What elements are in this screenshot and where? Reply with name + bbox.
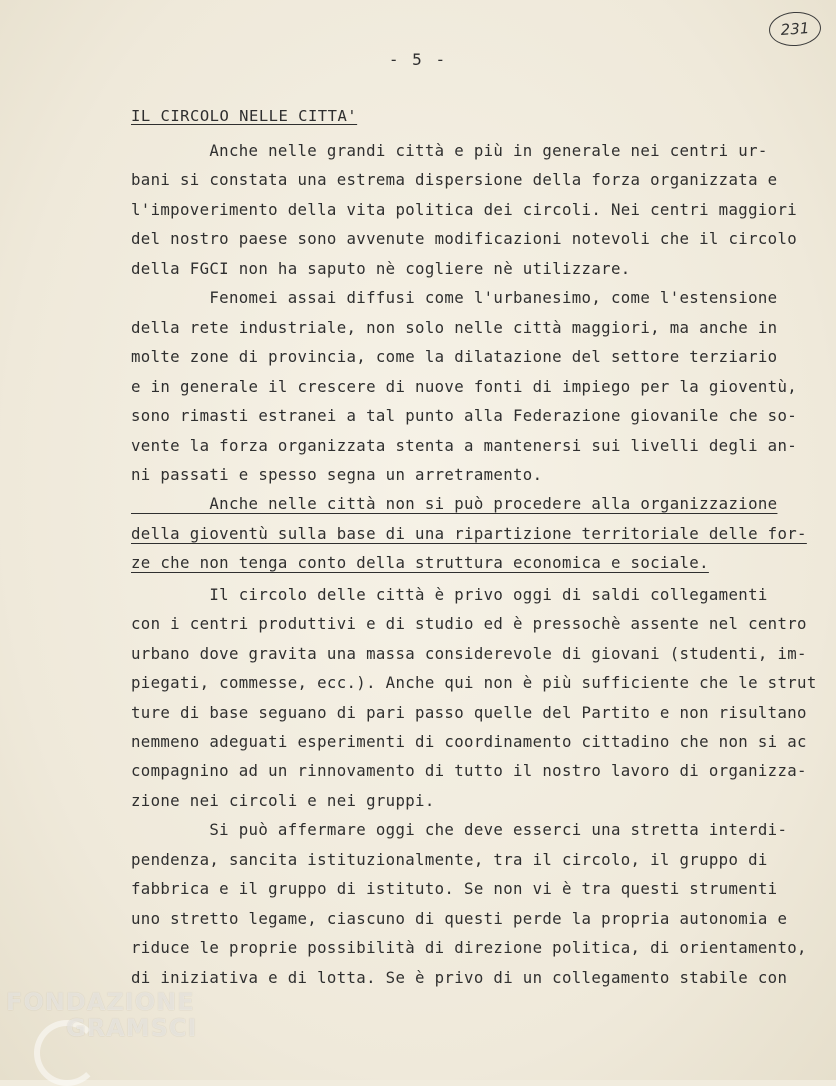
- section-heading: IL CIRCOLO NELLE CITTA': [131, 107, 358, 125]
- text-line: sono rimasti estranei a tal punto alla Federazione giovanile che so-: [131, 406, 798, 426]
- text-line: urbano dove gravita una massa considerevole di giovani (studenti, im-: [131, 643, 807, 663]
- text-line: con i centri produttivi e di studio ed è pressochè assente nel centro: [131, 614, 807, 634]
- text-line: Fenomei assai diffusi come l'urbanesimo, come l'estensione: [131, 288, 778, 308]
- page-number: - 5 -: [388, 50, 448, 69]
- text-line: ture di base seguano di pari passo quelle del Partito e non risultano: [131, 702, 807, 722]
- watermark: [6, 988, 197, 1042]
- text-line: uno stretto legame, ciascuno di questi perde la propria autonomia e: [131, 908, 788, 928]
- text-line: Il circolo delle città è privo oggi di saldi collegamenti: [131, 584, 768, 604]
- text-line: ze che non tenga conto della struttura economica e sociale.: [131, 553, 709, 573]
- text-line: della rete industriale, non solo nelle città maggiori, ma anche in: [131, 317, 778, 337]
- text-line: della FGCI non ha saputo nè cogliere nè utilizzare.: [131, 258, 631, 278]
- text-line: Anche nelle città non si può procedere alla organizzazione: [131, 494, 778, 514]
- text-line: compagnino ad un rinnovamento di tutto il nostro lavoro di organizza-: [131, 761, 807, 781]
- text-line: pendenza, sancita istituzionalmente, tra il circolo, il gruppo di: [131, 849, 768, 869]
- text-line: del nostro paese sono avvenute modificazioni notevoli che il circolo: [131, 229, 798, 249]
- text-line: molte zone di provincia, come la dilatazione del settore terziario: [131, 347, 778, 367]
- text-line: piegati, commesse, ecc.). Anche qui non è più sufficiente che le strut: [131, 673, 817, 693]
- text-line: della gioventù sulla base di una ripartizione territoriale delle for-: [131, 523, 807, 543]
- text-line: fabbrica e il gruppo di istituto. Se non vi è tra questi strumenti: [131, 879, 778, 899]
- text-line: bani si constata una estrema dispersione della forza organizzata e: [131, 170, 778, 190]
- text-line: riduce le proprie possibilità di direzione politica, di orientamento,: [131, 938, 807, 958]
- text-line: ni passati e spesso segna un arretramento.: [131, 464, 543, 484]
- text-line: Anche nelle grandi città e più in generale nei centri ur-: [131, 141, 768, 160]
- text-line: l'impoverimento della vita politica dei circoli. Nei centri maggiori: [131, 199, 798, 219]
- text-line: e in generale il crescere di nuove fonti di impiego per la gioventù,: [131, 376, 798, 396]
- watermark-line-2: GRAMSCI: [66, 1014, 198, 1042]
- text-line: nemmeno adeguati esperimenti di coordinamento cittadino che non si ac: [131, 732, 807, 751]
- watermark-line-1: FONDAZIONE: [6, 988, 195, 1016]
- text-line: vente la forza organizzata stenta a mantenersi sui livelli degli an-: [131, 435, 798, 455]
- archive-number-stamp: 231: [768, 10, 822, 48]
- text-line: zione nei circoli e nei gruppi.: [131, 790, 435, 810]
- text-line: Si può affermare oggi che deve esserci una stretta interdi-: [131, 820, 788, 840]
- text-line: di iniziativa e di lotta. Se è privo di un collegamento stabile con: [131, 967, 788, 987]
